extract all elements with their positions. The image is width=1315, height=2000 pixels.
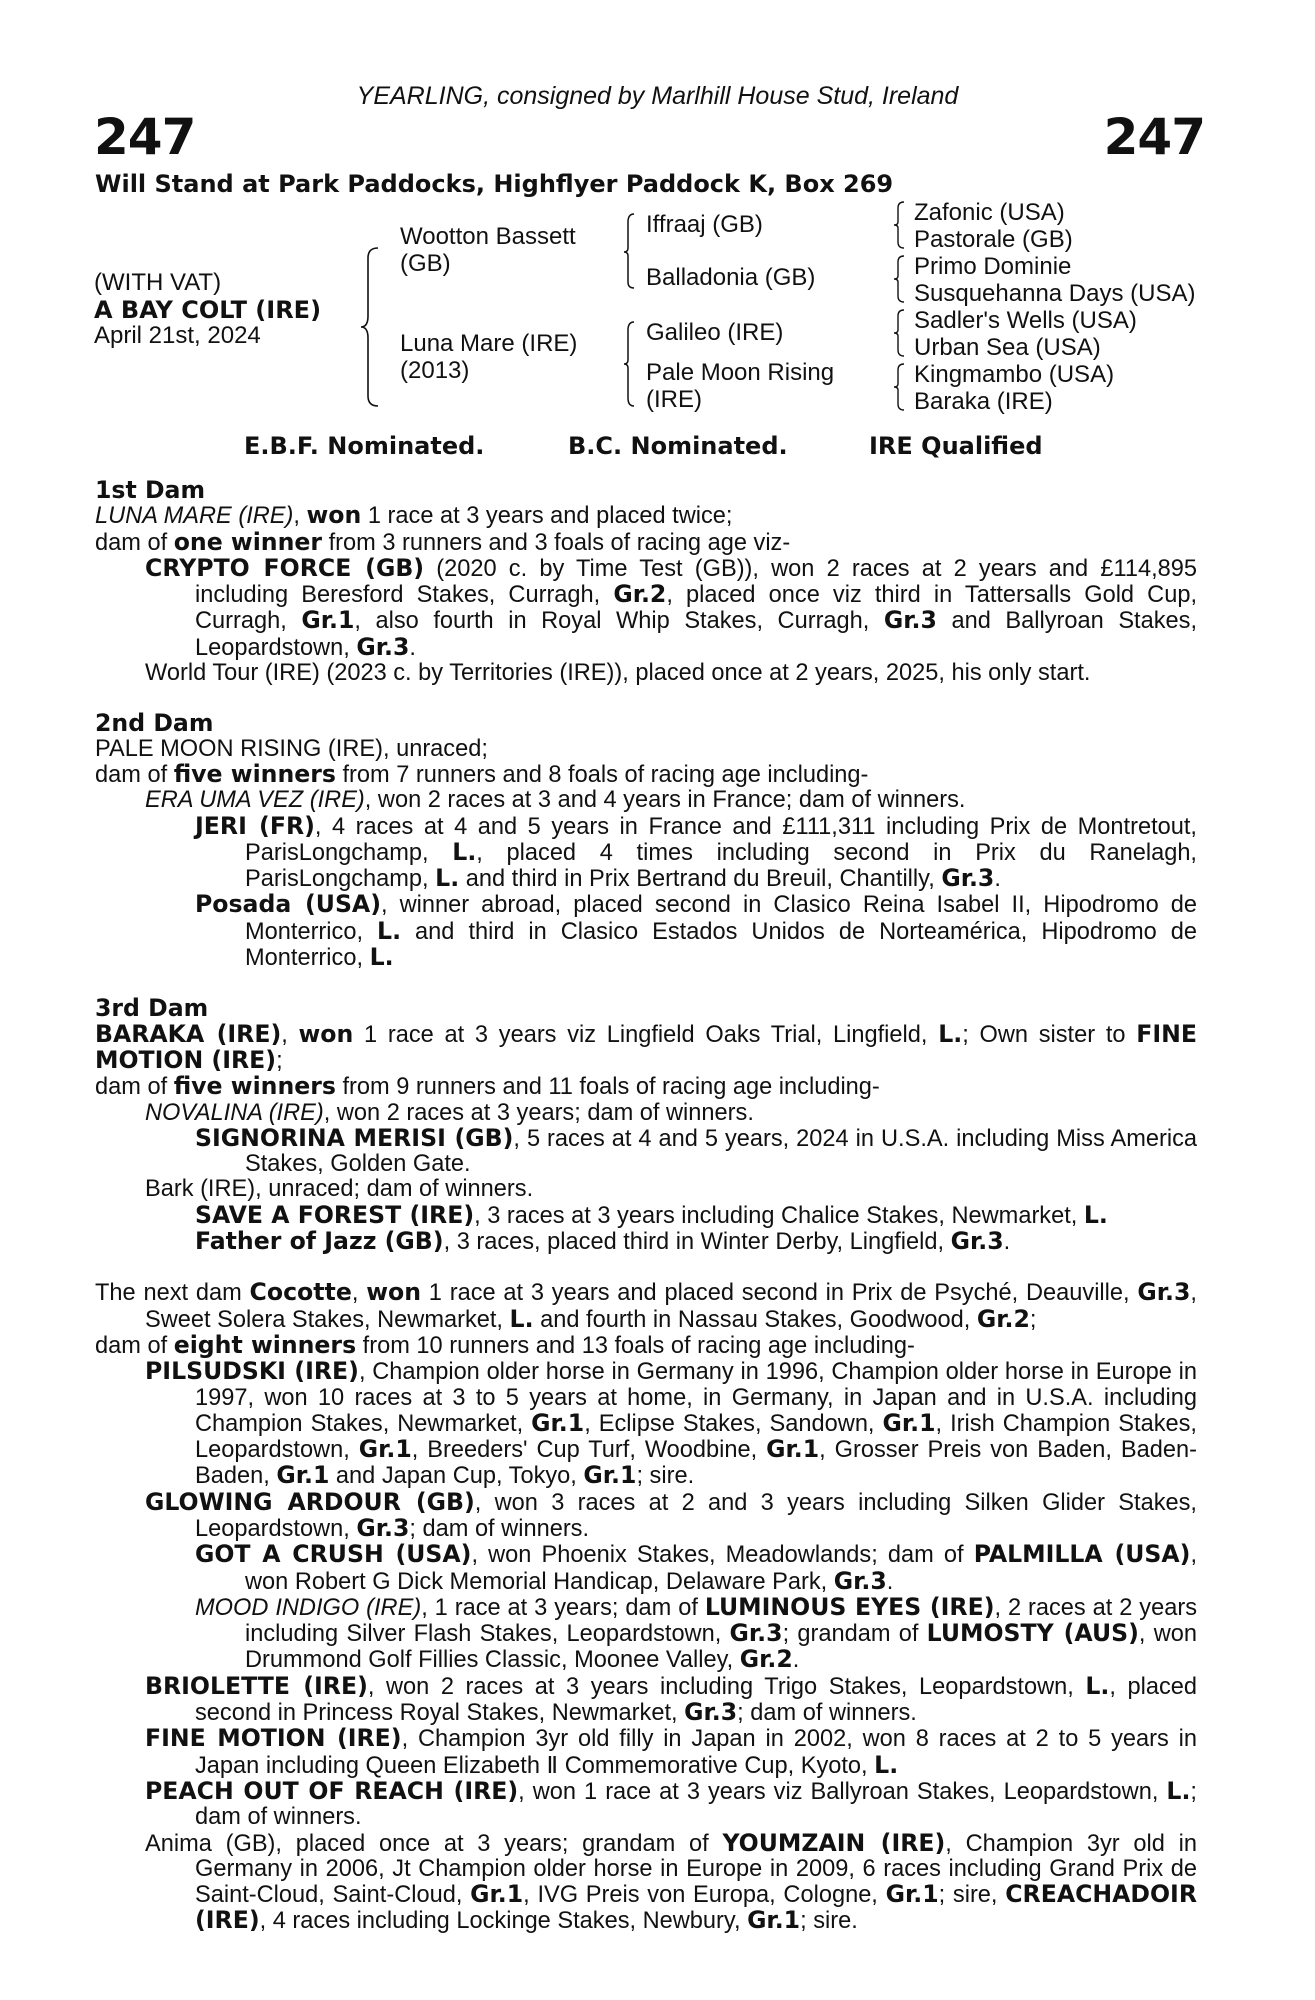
bold-text: SAVE A FOREST (IRE) <box>195 1200 475 1229</box>
bold-text: Gr.1 <box>358 1435 412 1464</box>
ebf-nominated: E.B.F. Nominated. <box>244 432 485 460</box>
first-dam-heading: 1st Dam <box>95 476 206 504</box>
bold-text: Gr.3 <box>356 632 410 661</box>
bold-text: Gr.3 <box>833 1566 887 1595</box>
bold-text: five winners <box>173 1072 336 1101</box>
produce-entry <box>95 1359 1197 1489</box>
text-run: , won Phoenix Stakes, Meadowlands; dam of <box>471 1542 974 1569</box>
bold-text: BARAKA (IRE) <box>95 1019 282 1048</box>
text-run: , Grosser Preis von Baden, Baden-Baden, <box>195 1437 1198 1490</box>
bold-text: FINE MOTION (IRE) <box>95 1019 1197 1074</box>
text-run: , 5 races at 4 and 5 years, 2024 in U.S.A. including Miss America Stakes, Golden Gate. <box>245 1125 1197 1178</box>
granddam-4: Baraka (IRE) <box>914 388 1053 415</box>
produce-entry <box>95 1726 1197 1779</box>
produce-entry <box>95 1592 1198 1674</box>
text-run: , won Drummond Golf Fillies Classic, Moonee Valley, <box>245 1621 1197 1674</box>
text-run: , won Robert G Dick Memorial Handicap, Delaware Park, <box>245 1542 1197 1595</box>
bold-text: Gr.1 <box>882 1408 936 1437</box>
text-run: ; <box>1029 1306 1037 1333</box>
text-run: (2020 c. by Time Test (GB)), won 2 races at 2 years and £114,895 including Beresford Stakes, Curragh, <box>195 555 1197 609</box>
pedigree-brace-main <box>360 244 384 410</box>
second-dam-produce-summary <box>95 759 1197 788</box>
text-run: ; Own sister to <box>962 1021 1137 1048</box>
produce-entry <box>95 892 1197 971</box>
dam-sire: Galileo (IRE) <box>646 319 784 346</box>
second-dam-heading: 2nd Dam <box>95 709 214 738</box>
text-run: , 3 races, placed third in Winter Derby, Lingfield, <box>443 1229 951 1256</box>
second-dam-line <box>95 737 1197 762</box>
sire-origin: (GB) <box>400 250 451 277</box>
text-run: , Breeders' Cup Turf, Woodbine, <box>411 1437 767 1464</box>
bold-text: JERI (FR) <box>195 811 315 840</box>
text-run: , 4 races including Lockinge Stakes, Newbury, <box>259 1908 748 1935</box>
text-run: from 7 runners and 8 foals of racing age including- <box>335 761 869 788</box>
bold-text: L. <box>435 864 460 893</box>
bold-text: Posada (USA) <box>195 890 381 919</box>
produce-entry <box>95 1177 1197 1202</box>
bold-text: Gr.3 <box>941 864 995 893</box>
text-run: . <box>792 1647 800 1674</box>
text-run: . <box>1003 1229 1011 1256</box>
bold-text: Gr.2 <box>976 1304 1030 1333</box>
bold-text: LUMINOUS EYES (IRE) <box>704 1592 995 1621</box>
text-run: Bark (IRE), unraced; dam of winners. <box>145 1176 534 1203</box>
grandsire-4: Kingmambo (USA) <box>914 361 1115 388</box>
sire-sire: Iffraaj (GB) <box>646 211 763 238</box>
text-run: , Champion 3yr old in Germany in 2006, Jt Champion older horse in Europe in 2009, 6 races including Grand Prix de Saint-Cloud, Saint-Cloud, <box>195 1830 1197 1909</box>
produce-entry <box>95 811 1197 893</box>
third-dam-produce-summary <box>95 1074 1197 1100</box>
subject-name: A BAY COLT (IRE) <box>94 296 322 324</box>
text-run: , 3 races at 3 years including Chalice Stakes, Newmarket, <box>474 1202 1084 1229</box>
text-run: ; <box>276 1047 283 1074</box>
text-run: ; dam of winners. <box>195 1778 1197 1831</box>
text-run: from 9 runners and 11 foals of racing age including- <box>335 1074 880 1101</box>
bold-text: Gr.1 <box>276 1461 330 1490</box>
bold-text: Gr.1 <box>583 1461 637 1490</box>
grandsire-3: Sadler's Wells (USA) <box>914 307 1137 334</box>
bold-text: PILSUDSKI (IRE) <box>145 1357 359 1386</box>
text-run: ; sire. <box>636 1463 695 1490</box>
produce-entry <box>95 1229 1197 1255</box>
text-run: dam of <box>95 1332 174 1359</box>
grandsire-1: Zafonic (USA) <box>914 199 1065 226</box>
text-run: ; sire. <box>800 1908 858 1935</box>
text-run: , won 3 races at 2 and 3 years including Silken Glider Stakes, Leopardstown, <box>195 1489 1197 1542</box>
bold-text: L. <box>1085 1671 1110 1700</box>
bold-text: CRYPTO FORCE (GB) <box>145 553 425 582</box>
text-run: and Ballyroan Stakes, Leopardstown, <box>195 608 1198 661</box>
dam-line-brace <box>622 320 638 408</box>
bold-text: YOUMZAIN (IRE) <box>722 1828 946 1857</box>
first-dam-produce-summary <box>95 527 1197 556</box>
consignor-line: YEARLING, consigned by Marlhill House Stud, Ireland <box>356 82 959 110</box>
text-run: and third in Prix Bertrand du Breuil, Chantilly, <box>459 866 942 893</box>
granddam-2: Susquehanna Days (USA) <box>914 280 1196 307</box>
grandsire-2: Primo Dominie <box>914 253 1072 280</box>
sire-line-brace <box>622 212 638 290</box>
text-run: and Japan Cup, Tokyo, <box>329 1463 584 1490</box>
text-run: . <box>994 866 1001 893</box>
bold-text: L. <box>369 943 394 972</box>
bold-text: Gr.2 <box>739 1645 793 1674</box>
foaling-date: April 21st, 2024 <box>94 322 261 349</box>
catalogue-body <box>95 478 1197 1935</box>
bold-text: L. <box>452 837 477 866</box>
first-dam-line <box>95 503 1197 529</box>
bold-text: won <box>366 1278 421 1307</box>
granddam-1: Pastorale (GB) <box>914 226 1073 253</box>
italic-text: LUNA MARE (IRE) <box>95 503 294 530</box>
text-run: The next dam <box>95 1280 250 1307</box>
text-run: , placed once viz third in Tattersalls Gold Cup, Curragh, <box>195 582 1197 635</box>
bold-text: LUMOSTY (AUS) <box>926 1619 1139 1648</box>
bold-text: Gr.1 <box>470 1880 524 1909</box>
text-run: , won 1 race at 3 years viz Ballyroan Stakes, Leopardstown, <box>518 1778 1167 1805</box>
bold-text: L. <box>1166 1776 1191 1805</box>
italic-text: MOOD INDIGO (IRE) <box>195 1594 422 1621</box>
third-dam-heading: 3rd Dam <box>95 994 209 1023</box>
produce-entry <box>95 553 1198 661</box>
sire-dam: Balladonia (GB) <box>646 264 816 291</box>
bold-text: won <box>298 1019 354 1048</box>
text-run: , 2 races at 2 years including Silver Flash Stakes, Leopardstown, <box>245 1594 1198 1648</box>
text-run: , 1 race at 3 years; dam of <box>421 1594 705 1621</box>
lot-number-left: 247 <box>94 108 196 166</box>
text-run: , won 2 races at 3 and 4 years in France; dam of winners. <box>364 787 966 814</box>
text-run: , also fourth in Royal Whip Stakes, Curragh, <box>354 608 884 635</box>
text-run: , Champion older horse in Germany in 1996, Champion older horse in Europe in 1997, won 10 races at 3 to 5 years at home, in Germany, in Japan and in U.S.A. including Champion Stakes, Newmarket, <box>195 1359 1197 1437</box>
bold-text: L. <box>509 1304 534 1333</box>
next-dam-line <box>95 1280 1197 1333</box>
produce-entry <box>95 1101 1197 1126</box>
text-run: and fourth in Nassau Stakes, Goodwood, <box>533 1306 977 1333</box>
text-run: 1 race at 3 years and placed twice; <box>361 503 733 530</box>
text-run: dam of <box>95 1074 174 1101</box>
bold-text: Cocotte <box>249 1278 352 1307</box>
text-run: , Irish Champion Stakes, Leopardstown, <box>195 1410 1197 1464</box>
text-run: , winner abroad, placed second in Clasico Reina Isabel II, Hipodromo de Monterrico, <box>245 892 1197 945</box>
text-run: , <box>281 1021 299 1048</box>
produce-entry <box>95 661 1197 686</box>
bold-text: L. <box>1083 1200 1108 1229</box>
text-run: , Champion 3yr old filly in Japan in 2002, won 8 races at 2 to 5 years in Japan including Queen Elizabeth Ⅱ Commemorative Cup, Kyoto, <box>195 1726 1197 1779</box>
text-run: World Tour (IRE) (2023 c. by Territories (IRE)), placed once at 2 years, 2025, his only start. <box>145 660 1091 687</box>
bold-text: L. <box>938 1019 963 1048</box>
produce-entry <box>95 1671 1198 1727</box>
bold-text: L. <box>377 916 402 945</box>
bold-text: Gr.3 <box>883 606 937 635</box>
bold-text: Gr.1 <box>766 1435 820 1464</box>
bold-text: Gr.2 <box>613 580 667 609</box>
produce-entry <box>95 1828 1197 1935</box>
text-run: dam of <box>95 529 174 556</box>
text-run: PALE MOON RISING (IRE), unraced; <box>95 735 488 762</box>
bold-text: Gr.3 <box>356 1513 410 1542</box>
brace-g3 <box>892 308 908 358</box>
text-run: , Eclipse Stakes, Sandown, <box>584 1410 883 1437</box>
produce-entry <box>95 788 1197 813</box>
bold-text: L. <box>874 1750 899 1779</box>
bold-text: FINE MOTION (IRE) <box>145 1724 402 1753</box>
bold-text: SIGNORINA MERISI (GB) <box>195 1123 514 1152</box>
vat-label: (WITH VAT) <box>94 269 222 296</box>
text-run: , won 2 races at 3 years including Trigo Stakes, Leopardstown, <box>367 1673 1086 1700</box>
text-run: ; grandam of <box>782 1621 927 1648</box>
text-run: , 4 races at 4 and 5 years in France and £111,311 including Prix de Montretout, ParisLongchamp, <box>245 813 1197 866</box>
next-dam-produce-summary <box>95 1330 1197 1359</box>
bold-text: BRIOLETTE (IRE) <box>145 1671 368 1700</box>
granddam-3: Urban Sea (USA) <box>914 334 1101 361</box>
text-run: , placed second in Princess Royal Stakes, Newmarket, <box>195 1673 1198 1727</box>
text-run: dam of <box>95 761 174 788</box>
bold-text: GOT A CRUSH (USA) <box>195 1540 472 1569</box>
text-run: 1 race at 3 years viz Lingfield Oaks Trial, Lingfield, <box>353 1021 939 1048</box>
text-run: from 10 runners and 13 foals of racing age including- <box>356 1332 915 1359</box>
bold-text: Gr.3 <box>950 1227 1004 1256</box>
bold-text: five winners <box>173 759 336 788</box>
bold-text: PEACH OUT OF REACH (IRE) <box>145 1776 519 1805</box>
bold-text: eight winners <box>173 1330 357 1359</box>
bold-text: won <box>306 501 362 530</box>
bold-text: GLOWING ARDOUR (GB) <box>145 1487 475 1516</box>
brace-g1 <box>892 200 908 250</box>
produce-entry <box>95 1542 1197 1595</box>
bold-text: Gr.3 <box>1137 1278 1191 1307</box>
brace-g4 <box>892 362 908 412</box>
dam-dam-origin: (IRE) <box>646 386 702 413</box>
text-run: , won 2 races at 3 years; dam of winners. <box>323 1099 754 1126</box>
bold-text: Father of Jazz (GB) <box>195 1227 444 1256</box>
stand-location: Will Stand at Park Paddocks, Highflyer Paddock K, Box 269 <box>95 170 894 198</box>
bold-text: Gr.1 <box>531 1408 585 1437</box>
text-run: , Sweet Solera Stakes, Newmarket, <box>145 1280 1197 1333</box>
brace-g2 <box>892 254 908 304</box>
bold-text: CREACHADOIR (IRE) <box>195 1880 1197 1935</box>
text-run: . <box>886 1568 894 1595</box>
produce-entry <box>95 1200 1197 1229</box>
bold-text: Gr.3 <box>729 1619 783 1648</box>
bold-text: one winner <box>173 527 323 556</box>
text-run: , placed 4 times including second in Prix du Ranelagh, ParisLongchamp, <box>245 839 1197 893</box>
third-dam-line <box>95 1019 1197 1075</box>
text-run: ; sire, <box>938 1882 1006 1909</box>
text-run: ; dam of winners. <box>737 1700 917 1727</box>
text-run: from 3 runners and 3 foals of racing age viz- <box>322 529 791 556</box>
bold-text: Gr.1 <box>885 1880 939 1909</box>
produce-entry <box>95 1776 1197 1831</box>
text-run: , <box>351 1280 367 1307</box>
text-run: and third in Clasico Estados Unidos de Norteamérica, Hipodromo de Monterrico, <box>245 918 1197 972</box>
text-run: ; dam of winners. <box>409 1515 590 1542</box>
text-run: , IVG Preis von Europa, Cologne, <box>523 1882 886 1909</box>
bc-nominated: B.C. Nominated. <box>568 432 788 460</box>
bold-text: Gr.1 <box>747 1906 801 1935</box>
text-run: , <box>293 503 307 530</box>
sire-name: Wootton Bassett <box>400 223 576 250</box>
dam-year: (2013) <box>400 357 470 384</box>
bold-text: Gr.3 <box>684 1698 738 1727</box>
produce-entry <box>95 1487 1197 1543</box>
italic-text: ERA UMA VEZ (IRE) <box>145 787 365 814</box>
dam-name: Luna Mare (IRE) <box>400 330 578 357</box>
dam-dam: Pale Moon Rising <box>646 359 835 386</box>
bold-text: Gr.1 <box>301 606 355 635</box>
italic-text: NOVALINA (IRE) <box>145 1099 324 1126</box>
text-run: . <box>409 634 416 661</box>
text-run: Anima (GB), placed once at 3 years; grandam of <box>145 1830 723 1857</box>
text-run: 1 race at 3 years and placed second in Prix de Psyché, Deauville, <box>421 1280 1138 1307</box>
lot-number-right: 247 <box>1103 108 1205 166</box>
produce-entry <box>95 1123 1197 1178</box>
bold-text: PALMILLA (USA) <box>973 1540 1191 1569</box>
ire-qualified: IRE Qualified <box>869 432 1043 460</box>
